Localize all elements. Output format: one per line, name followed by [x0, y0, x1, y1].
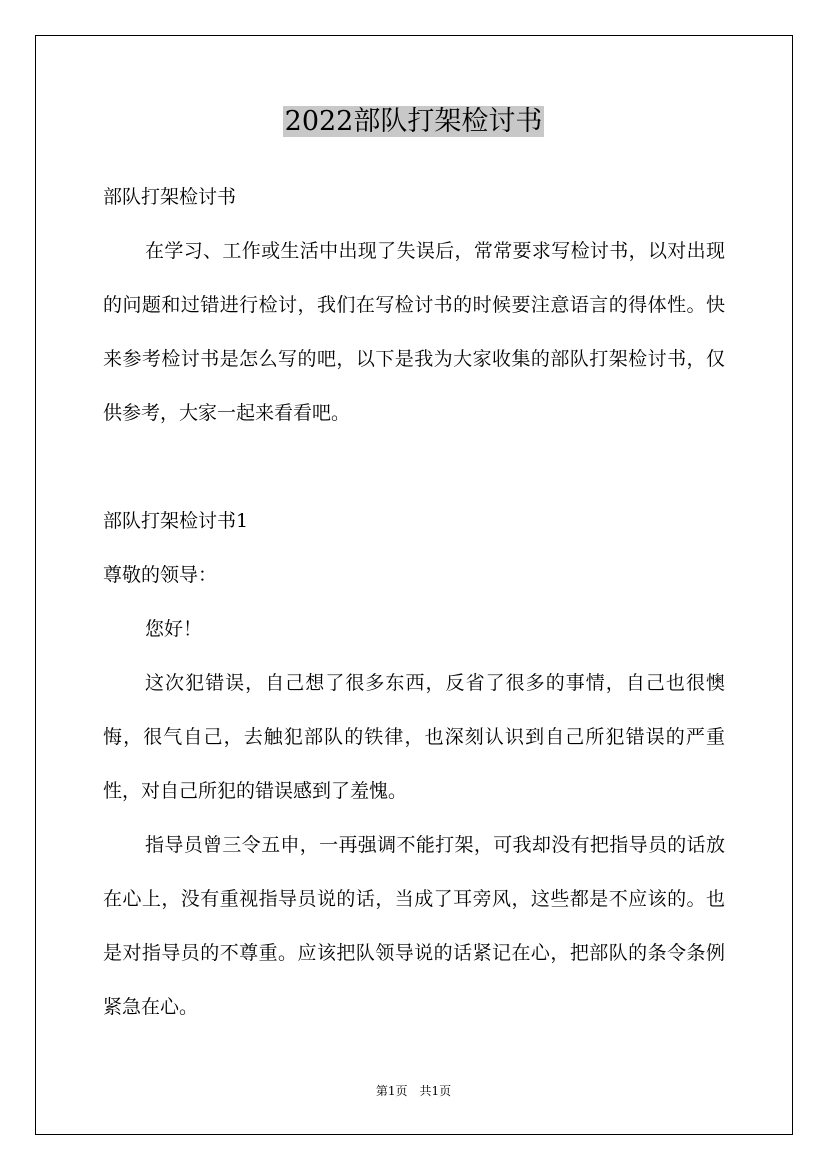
page-number: 第1页 — [375, 1084, 408, 1098]
spacer — [103, 440, 725, 494]
document-body — [103, 170, 725, 1034]
document-heading: 部队打架检讨书 — [103, 186, 237, 208]
page-footer — [0, 1082, 827, 1100]
greeting: 您好！ — [145, 618, 203, 640]
document-title — [0, 102, 827, 142]
body-paragraph-2: 指导员曾三令五申，一再强调不能打架，可我却没有把指导员的话放在心上，没有重视指导员说的话，当成了耳旁风，这些都是不应该的。也是对指导员的不尊重。应该把队领导说的话紧记在心，把部队的条令条例紧急在心。 — [103, 834, 725, 1018]
page-total: 共1页 — [419, 1084, 452, 1098]
document-title-text: 2022部队打架检讨书 — [284, 106, 543, 137]
intro-paragraph: 在学习、工作或生活中出现了失误后，常常要求写检讨书，以对出现的问题和过错进行检讨，我们在写检讨书的时候要注意语言的得体性。快来参考检讨书是怎么写的吧，以下是我为大家收集的部队打架检讨书，仅供参考，大家一起来看看吧。 — [103, 240, 725, 424]
body-paragraph-1: 这次犯错误，自己想了很多东西，反省了很多的事情，自己也很懊悔，很气自己，去触犯部队的铁律，也深刻认识到自己所犯错误的严重性，对自己所犯的错误感到了羞愧。 — [103, 672, 725, 802]
section-title: 部队打架检讨书1 — [103, 510, 249, 532]
salutation: 尊敬的领导： — [103, 564, 218, 586]
